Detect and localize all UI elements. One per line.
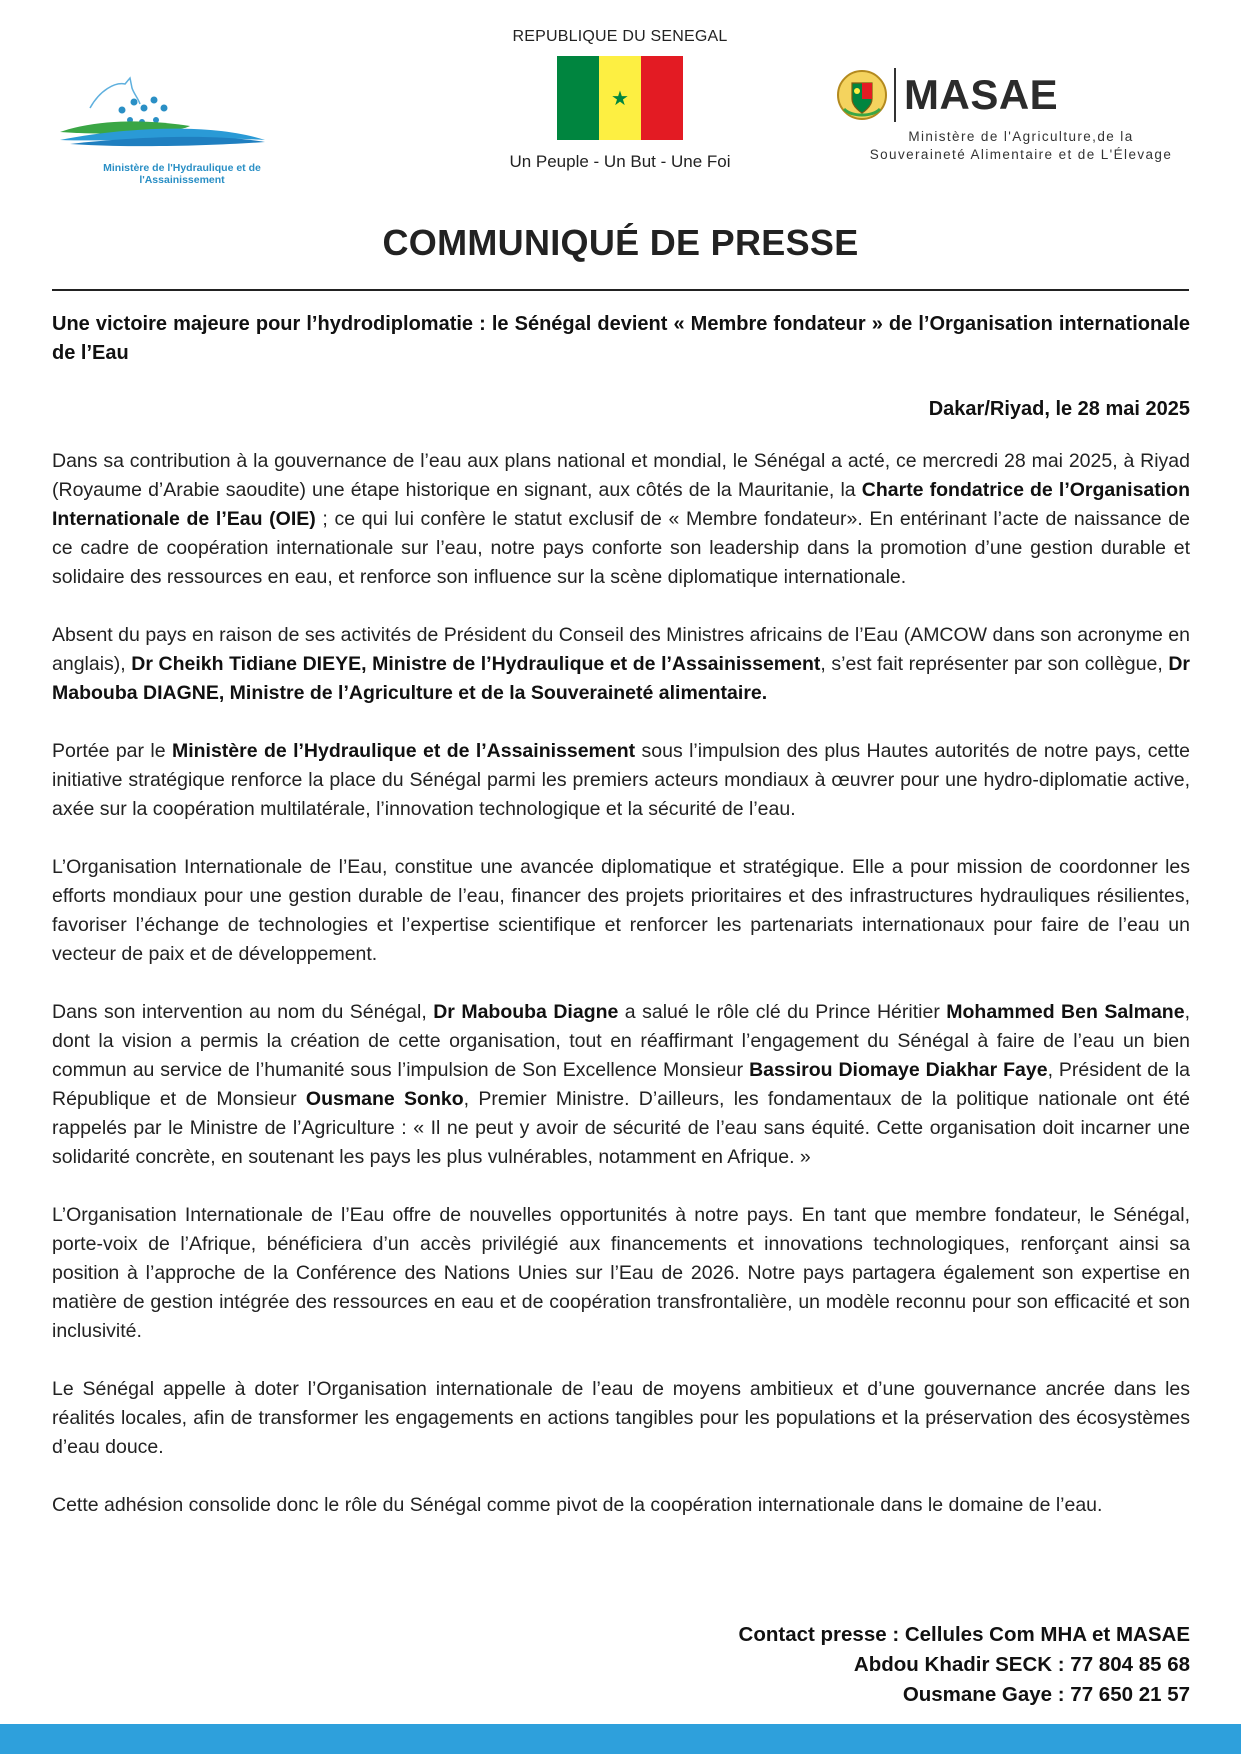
paragraph-text: Dans sa contribution à la gouvernance de l’eau aux plans national et mondial, le Sénégal a acté, ce mercredi 28 mai 2025, à Riyad (Royaume d’Arabie saoudite) une étape historique en signant, aux côtés de la Mauritanie, la <box>52 450 1190 501</box>
paragraph-text: Cette adhésion consolide donc le rôle du Sénégal comme pivot de la coopération internationale dans le domaine de l’eau. <box>52 1494 1103 1516</box>
body-paragraph <box>52 853 1190 969</box>
masae-subtitle <box>836 128 1206 164</box>
body-paragraph <box>52 1375 1190 1462</box>
article-body <box>52 447 1190 1520</box>
bold-text: Dr Mabouba DIAGNE, Ministre de l’Agriculture et de la Souveraineté alimentaire. <box>52 653 1190 704</box>
paragraph-text: L’Organisation Internationale de l’Eau offre de nouvelles opportunités à notre pays. En tant que membre fondateur, le Sénégal, porte-voix de l’Afrique, bénéficiera d’un accès privilégié aux financements et innovations technologiques, renforçant ainsi sa position à l’approche de la Conférence des Nations Unies sur l’Eau de 2026. Notre pays partagera également son expertise en matière de gestion intégrée des ressources en eau et de coopération transfrontalière, un modèle reconnu pour son efficacité et son inclusivité. <box>52 1204 1190 1342</box>
body-paragraph <box>52 1201 1190 1346</box>
hydraulique-ministry-logo <box>60 70 300 186</box>
republic-block <box>470 28 770 172</box>
contact-heading: Contact presse : Cellules Com MHA et MASAE <box>738 1623 1190 1646</box>
paragraph-text: , Président de la République et de Monsieur <box>52 1059 1190 1110</box>
bold-text: Ministère de l’Hydraulique et de l’Assainissement <box>171 740 636 762</box>
body-paragraph <box>52 621 1190 708</box>
title-divider <box>52 289 1189 291</box>
body-paragraph <box>52 447 1190 592</box>
paragraph-text: , dont la vision a permis la création de cette organisation, tout en réaffirmant l’engagement du Sénégal à faire de l’eau un bien commun au service de l’humanité sous l’impulsion de Son Excellence Monsieur <box>52 1001 1190 1081</box>
bold-text: Charte fondatrice de l’Organisation Internationale de l’Eau (OIE) <box>52 479 1190 530</box>
footer-bar <box>0 1724 1241 1754</box>
paragraph-text: , Premier Ministre. D’ailleurs, les fondamentaux de la politique nationale ont été rappelés par le Ministre de l’Agriculture : « Il ne peut y avoir de sécurité de l’eau sans équité. Cette organisation doit incarner une solidarité concrète, en soutenant les pays les plus vulnérables, notamment en Afrique. » <box>52 1088 1190 1168</box>
water-drops-wave-icon <box>60 70 300 160</box>
contact-person-1: Abdou Khadir SECK : 77 804 85 68 <box>853 1653 1190 1676</box>
bold-text: Dr Mabouba Diagne <box>433 1001 619 1023</box>
flag-green-band <box>557 56 599 140</box>
article-headline: Une victoire majeure pour l’hydrodiplomatie : le Sénégal devient « Membre fondateur » de l’Organisation internationale de l’Eau <box>52 313 1190 364</box>
article <box>52 310 1190 1520</box>
paragraph-text: L’Organisation Internationale de l’Eau, constitue une avancée diplomatique et stratégique. Elle a pour mission de coordonner les efforts mondiaux pour une gestion durable de l’eau, financer des projets prioritaires et des infrastructures hydrauliques résilientes, favoriser l’échange de technologies et l’expertise scientifique et renforcer les partenariats internationaux pour faire de l’eau un vecteur de paix et de développement. <box>52 856 1190 965</box>
coat-of-arms-icon <box>836 69 888 121</box>
paragraph-text: a salué le rôle clé du Prince Héritier <box>618 1001 947 1023</box>
star-icon: ★ <box>611 87 629 110</box>
masae-separator <box>894 68 896 122</box>
paragraph-text: , s’est fait représenter par son collègue, <box>820 653 1169 675</box>
senegal-flag <box>557 56 683 140</box>
body-paragraph <box>52 1491 1190 1520</box>
paragraph-text: ; ce qui lui confère le statut exclusif de « Membre fondateur». En entérinant l’acte de naissance de ce cadre de coopération internationale sur l’eau, notre pays conforte son leadership dans la promotion d’une gestion durable et solidaire des ressources en eau, et renforce son influence sur la scène diplomatique internationale. <box>52 508 1190 588</box>
republic-name: REPUBLIQUE DU SENEGAL <box>512 28 728 45</box>
paragraph-text: Dans son intervention au nom du Sénégal, <box>52 1001 434 1023</box>
masae-logo <box>836 68 1206 164</box>
bold-text: Mohammed Ben Salmane <box>946 1001 1185 1023</box>
masae-name: MASAE <box>904 71 1059 118</box>
body-paragraph <box>52 737 1190 824</box>
paragraph-text: Le Sénégal appelle à doter l’Organisation internationale de l’eau de moyens ambitieux et d’une gouvernance ancrée dans les réalités locales, afin de transformer les engagements en actions tangibles pour les populations et la préservation des écosystèmes d’eau douce. <box>52 1378 1190 1458</box>
flag-red-band <box>641 56 683 140</box>
press-contact <box>739 1620 1190 1710</box>
bold-text: Bassirou Diomaye Diakhar Faye <box>749 1059 1048 1081</box>
contact-person-2: Ousmane Gaye : 77 650 21 57 <box>902 1683 1190 1706</box>
paragraph-text: Absent du pays en raison de ses activités de Président du Conseil des Ministres africains de l’Eau (AMCOW dans son acronyme en anglais), <box>52 624 1190 675</box>
national-motto: Un Peuple - Un But - Une Foi <box>509 152 731 171</box>
paragraph-text: Portée par le <box>52 740 172 762</box>
dateline: Dakar/Riyad, le 28 mai 2025 <box>928 398 1190 420</box>
masae-subtitle-line2: Souveraineté Alimentaire et de L'Élevage <box>869 147 1173 162</box>
page-title: COMMUNIQUÉ DE PRESSE <box>382 222 859 263</box>
bold-text: Dr Cheikh Tidiane DIEYE, Ministre de l’Hydraulique et de l’Assainissement <box>131 653 821 675</box>
body-paragraph <box>52 998 1190 1172</box>
flag-yellow-band <box>599 56 641 140</box>
masae-subtitle-line1: Ministère de l'Agriculture,de la <box>908 129 1134 144</box>
bold-text: Ousmane Sonko <box>305 1088 464 1110</box>
paragraph-text: sous l’impulsion des plus Hautes autorités de notre pays, cette initiative stratégique renforce la place du Sénégal parmi les premiers acteurs mondiaux à œuvrer pour une hydro-diplomatie active, axée sur la coopération multilatérale, l’innovation technologique et la sécurité de l’eau. <box>52 740 1190 820</box>
hydraulique-logo-caption: Ministère de l'Hydraulique et de l'Assainissement <box>103 162 261 186</box>
